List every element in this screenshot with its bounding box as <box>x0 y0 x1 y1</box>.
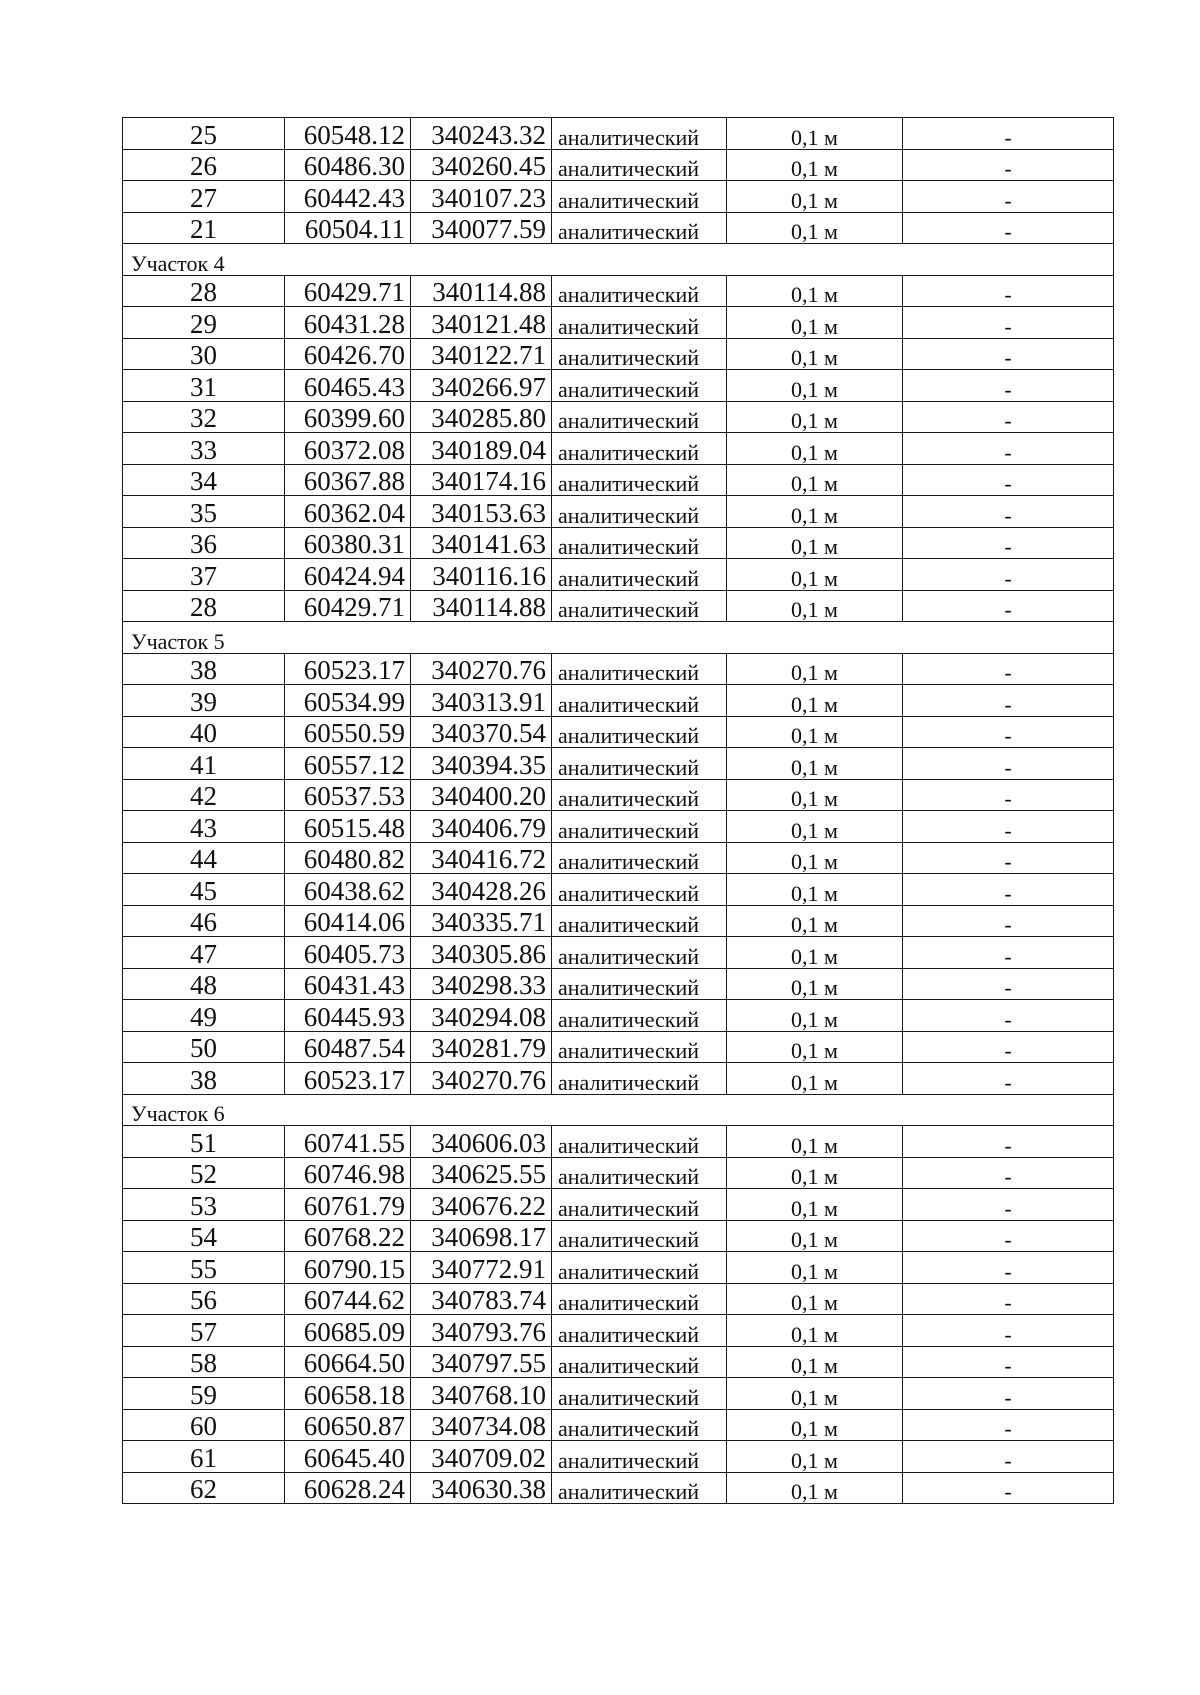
x-coordinate-cell: 60431.43 <box>285 968 411 1000</box>
accuracy-cell: 0,1 м <box>727 1220 903 1252</box>
point-number-cell: 59 <box>123 1378 285 1410</box>
method-cell: аналитический <box>552 149 727 181</box>
method-cell: аналитический <box>552 716 727 748</box>
point-number-cell: 50 <box>123 1031 285 1063</box>
method-cell: аналитический <box>552 1346 727 1378</box>
x-coordinate-cell: 60438.62 <box>285 874 411 906</box>
accuracy-cell: 0,1 м <box>727 307 903 339</box>
point-number-cell: 35 <box>123 496 285 528</box>
accuracy-cell: 0,1 м <box>727 433 903 465</box>
table-row <box>123 307 1114 339</box>
y-coordinate-cell: 340625.55 <box>411 1157 552 1189</box>
point-number-cell: 53 <box>123 1189 285 1221</box>
accuracy-cell: 0,1 м <box>727 1252 903 1284</box>
note-cell: - <box>903 1378 1114 1410</box>
point-number-cell: 58 <box>123 1346 285 1378</box>
x-coordinate-cell: 60429.71 <box>285 590 411 622</box>
section-label: Участок 4 <box>123 244 1114 276</box>
method-cell: аналитический <box>552 590 727 622</box>
point-number-cell: 49 <box>123 1000 285 1032</box>
y-coordinate-cell: 340243.32 <box>411 118 552 150</box>
y-coordinate-cell: 340266.97 <box>411 370 552 402</box>
coordinates-table <box>122 117 1114 1504</box>
y-coordinate-cell: 340313.91 <box>411 685 552 717</box>
method-cell: аналитический <box>552 1378 727 1410</box>
y-coordinate-cell: 340783.74 <box>411 1283 552 1315</box>
accuracy-cell: 0,1 м <box>727 1031 903 1063</box>
accuracy-cell: 0,1 м <box>727 937 903 969</box>
accuracy-cell: 0,1 м <box>727 1126 903 1158</box>
table-row <box>123 433 1114 465</box>
y-coordinate-cell: 340270.76 <box>411 653 552 685</box>
accuracy-cell: 0,1 м <box>727 1283 903 1315</box>
point-number-cell: 38 <box>123 1063 285 1095</box>
x-coordinate-cell: 60746.98 <box>285 1157 411 1189</box>
table-row <box>123 118 1114 150</box>
point-number-cell: 44 <box>123 842 285 874</box>
y-coordinate-cell: 340734.08 <box>411 1409 552 1441</box>
accuracy-cell: 0,1 м <box>727 1378 903 1410</box>
method-cell: аналитический <box>552 937 727 969</box>
method-cell: аналитический <box>552 1157 727 1189</box>
method-cell: аналитический <box>552 1031 727 1063</box>
y-coordinate-cell: 340709.02 <box>411 1441 552 1473</box>
point-number-cell: 30 <box>123 338 285 370</box>
note-cell: - <box>903 496 1114 528</box>
y-coordinate-cell: 340270.76 <box>411 1063 552 1095</box>
table-row <box>123 1189 1114 1221</box>
note-cell: - <box>903 748 1114 780</box>
point-number-cell: 55 <box>123 1252 285 1284</box>
note-cell: - <box>903 1220 1114 1252</box>
method-cell: аналитический <box>552 1189 727 1221</box>
method-cell: аналитический <box>552 685 727 717</box>
note-cell: - <box>903 842 1114 874</box>
x-coordinate-cell: 60480.82 <box>285 842 411 874</box>
accuracy-cell: 0,1 м <box>727 842 903 874</box>
point-number-cell: 28 <box>123 275 285 307</box>
method-cell: аналитический <box>552 1409 727 1441</box>
point-number-cell: 48 <box>123 968 285 1000</box>
accuracy-cell: 0,1 м <box>727 181 903 213</box>
x-coordinate-cell: 60664.50 <box>285 1346 411 1378</box>
method-cell: аналитический <box>552 1000 727 1032</box>
accuracy-cell: 0,1 м <box>727 716 903 748</box>
x-coordinate-cell: 60534.99 <box>285 685 411 717</box>
accuracy-cell: 0,1 м <box>727 212 903 244</box>
accuracy-cell: 0,1 м <box>727 1346 903 1378</box>
x-coordinate-cell: 60523.17 <box>285 653 411 685</box>
y-coordinate-cell: 340174.16 <box>411 464 552 496</box>
point-number-cell: 61 <box>123 1441 285 1473</box>
section-label: Участок 6 <box>123 1094 1114 1126</box>
note-cell: - <box>903 275 1114 307</box>
point-number-cell: 32 <box>123 401 285 433</box>
note-cell: - <box>903 149 1114 181</box>
note-cell: - <box>903 1346 1114 1378</box>
table-row <box>123 496 1114 528</box>
point-number-cell: 60 <box>123 1409 285 1441</box>
note-cell: - <box>903 968 1114 1000</box>
accuracy-cell: 0,1 м <box>727 1000 903 1032</box>
method-cell: аналитический <box>552 968 727 1000</box>
accuracy-cell: 0,1 м <box>727 590 903 622</box>
y-coordinate-cell: 340122.71 <box>411 338 552 370</box>
point-number-cell: 21 <box>123 212 285 244</box>
section-label: Участок 5 <box>123 622 1114 654</box>
x-coordinate-cell: 60515.48 <box>285 811 411 843</box>
x-coordinate-cell: 60548.12 <box>285 118 411 150</box>
x-coordinate-cell: 60362.04 <box>285 496 411 528</box>
x-coordinate-cell: 60405.73 <box>285 937 411 969</box>
method-cell: аналитический <box>552 874 727 906</box>
table-row <box>123 181 1114 213</box>
method-cell: аналитический <box>552 1252 727 1284</box>
y-coordinate-cell: 340189.04 <box>411 433 552 465</box>
method-cell: аналитический <box>552 905 727 937</box>
method-cell: аналитический <box>552 811 727 843</box>
note-cell: - <box>903 1409 1114 1441</box>
accuracy-cell: 0,1 м <box>727 748 903 780</box>
y-coordinate-cell: 340153.63 <box>411 496 552 528</box>
point-number-cell: 56 <box>123 1283 285 1315</box>
x-coordinate-cell: 60744.62 <box>285 1283 411 1315</box>
method-cell: аналитический <box>552 1283 727 1315</box>
note-cell: - <box>903 559 1114 591</box>
accuracy-cell: 0,1 м <box>727 149 903 181</box>
x-coordinate-cell: 60658.18 <box>285 1378 411 1410</box>
accuracy-cell: 0,1 м <box>727 1441 903 1473</box>
note-cell: - <box>903 401 1114 433</box>
section-row <box>123 244 1114 276</box>
table-row <box>123 937 1114 969</box>
table-row <box>123 779 1114 811</box>
point-number-cell: 51 <box>123 1126 285 1158</box>
accuracy-cell: 0,1 м <box>727 401 903 433</box>
x-coordinate-cell: 60426.70 <box>285 338 411 370</box>
accuracy-cell: 0,1 м <box>727 1409 903 1441</box>
y-coordinate-cell: 340285.80 <box>411 401 552 433</box>
method-cell: аналитический <box>552 496 727 528</box>
table-row <box>123 874 1114 906</box>
method-cell: аналитический <box>552 307 727 339</box>
table-row <box>123 1063 1114 1095</box>
y-coordinate-cell: 340797.55 <box>411 1346 552 1378</box>
note-cell: - <box>903 905 1114 937</box>
table-row <box>123 1472 1114 1504</box>
x-coordinate-cell: 60486.30 <box>285 149 411 181</box>
y-coordinate-cell: 340114.88 <box>411 590 552 622</box>
note-cell: - <box>903 811 1114 843</box>
note-cell: - <box>903 1031 1114 1063</box>
table-row <box>123 1409 1114 1441</box>
point-number-cell: 57 <box>123 1315 285 1347</box>
accuracy-cell: 0,1 м <box>727 496 903 528</box>
y-coordinate-cell: 340606.03 <box>411 1126 552 1158</box>
method-cell: аналитический <box>552 559 727 591</box>
y-coordinate-cell: 340121.48 <box>411 307 552 339</box>
method-cell: аналитический <box>552 118 727 150</box>
table-row <box>123 338 1114 370</box>
note-cell: - <box>903 1283 1114 1315</box>
table-row <box>123 559 1114 591</box>
table-row <box>123 1378 1114 1410</box>
y-coordinate-cell: 340141.63 <box>411 527 552 559</box>
x-coordinate-cell: 60537.53 <box>285 779 411 811</box>
x-coordinate-cell: 60414.06 <box>285 905 411 937</box>
y-coordinate-cell: 340793.76 <box>411 1315 552 1347</box>
point-number-cell: 52 <box>123 1157 285 1189</box>
table-row <box>123 811 1114 843</box>
accuracy-cell: 0,1 м <box>727 275 903 307</box>
y-coordinate-cell: 340335.71 <box>411 905 552 937</box>
x-coordinate-cell: 60372.08 <box>285 433 411 465</box>
y-coordinate-cell: 340260.45 <box>411 149 552 181</box>
y-coordinate-cell: 340294.08 <box>411 1000 552 1032</box>
table-row <box>123 149 1114 181</box>
table-row <box>123 370 1114 402</box>
x-coordinate-cell: 60523.17 <box>285 1063 411 1095</box>
method-cell: аналитический <box>552 1220 727 1252</box>
y-coordinate-cell: 340298.33 <box>411 968 552 1000</box>
y-coordinate-cell: 340416.72 <box>411 842 552 874</box>
table-row <box>123 1000 1114 1032</box>
x-coordinate-cell: 60768.22 <box>285 1220 411 1252</box>
note-cell: - <box>903 1315 1114 1347</box>
method-cell: аналитический <box>552 1063 727 1095</box>
table-row <box>123 905 1114 937</box>
table-row <box>123 1315 1114 1347</box>
y-coordinate-cell: 340281.79 <box>411 1031 552 1063</box>
table-row <box>123 401 1114 433</box>
y-coordinate-cell: 340107.23 <box>411 181 552 213</box>
method-cell: аналитический <box>552 433 727 465</box>
x-coordinate-cell: 60399.60 <box>285 401 411 433</box>
point-number-cell: 25 <box>123 118 285 150</box>
method-cell: аналитический <box>552 653 727 685</box>
accuracy-cell: 0,1 м <box>727 874 903 906</box>
table-row <box>123 464 1114 496</box>
point-number-cell: 39 <box>123 685 285 717</box>
method-cell: аналитический <box>552 370 727 402</box>
x-coordinate-cell: 60442.43 <box>285 181 411 213</box>
note-cell: - <box>903 1472 1114 1504</box>
accuracy-cell: 0,1 м <box>727 338 903 370</box>
x-coordinate-cell: 60557.12 <box>285 748 411 780</box>
point-number-cell: 54 <box>123 1220 285 1252</box>
note-cell: - <box>903 181 1114 213</box>
accuracy-cell: 0,1 м <box>727 1157 903 1189</box>
point-number-cell: 29 <box>123 307 285 339</box>
x-coordinate-cell: 60445.93 <box>285 1000 411 1032</box>
y-coordinate-cell: 340400.20 <box>411 779 552 811</box>
y-coordinate-cell: 340768.10 <box>411 1378 552 1410</box>
table-row <box>123 716 1114 748</box>
x-coordinate-cell: 60429.71 <box>285 275 411 307</box>
point-number-cell: 26 <box>123 149 285 181</box>
accuracy-cell: 0,1 м <box>727 1063 903 1095</box>
note-cell: - <box>903 590 1114 622</box>
x-coordinate-cell: 60790.15 <box>285 1252 411 1284</box>
note-cell: - <box>903 464 1114 496</box>
note-cell: - <box>903 779 1114 811</box>
accuracy-cell: 0,1 м <box>727 779 903 811</box>
table-row <box>123 1441 1114 1473</box>
section-row <box>123 622 1114 654</box>
method-cell: аналитический <box>552 779 727 811</box>
x-coordinate-cell: 60431.28 <box>285 307 411 339</box>
x-coordinate-cell: 60465.43 <box>285 370 411 402</box>
y-coordinate-cell: 340370.54 <box>411 716 552 748</box>
note-cell: - <box>903 527 1114 559</box>
note-cell: - <box>903 874 1114 906</box>
note-cell: - <box>903 118 1114 150</box>
accuracy-cell: 0,1 м <box>727 905 903 937</box>
table-row <box>123 1283 1114 1315</box>
point-number-cell: 43 <box>123 811 285 843</box>
x-coordinate-cell: 60504.11 <box>285 212 411 244</box>
note-cell: - <box>903 1126 1114 1158</box>
y-coordinate-cell: 340698.17 <box>411 1220 552 1252</box>
method-cell: аналитический <box>552 1472 727 1504</box>
y-coordinate-cell: 340676.22 <box>411 1189 552 1221</box>
note-cell: - <box>903 653 1114 685</box>
note-cell: - <box>903 1000 1114 1032</box>
point-number-cell: 36 <box>123 527 285 559</box>
section-row <box>123 1094 1114 1126</box>
table-row <box>123 842 1114 874</box>
table-row <box>123 653 1114 685</box>
accuracy-cell: 0,1 м <box>727 653 903 685</box>
point-number-cell: 42 <box>123 779 285 811</box>
point-number-cell: 33 <box>123 433 285 465</box>
table-row <box>123 275 1114 307</box>
method-cell: аналитический <box>552 527 727 559</box>
accuracy-cell: 0,1 м <box>727 527 903 559</box>
coordinates-table-body <box>123 118 1114 1504</box>
y-coordinate-cell: 340394.35 <box>411 748 552 780</box>
x-coordinate-cell: 60487.54 <box>285 1031 411 1063</box>
table-row <box>123 968 1114 1000</box>
note-cell: - <box>903 212 1114 244</box>
table-row <box>123 1157 1114 1189</box>
point-number-cell: 62 <box>123 1472 285 1504</box>
accuracy-cell: 0,1 м <box>727 968 903 1000</box>
method-cell: аналитический <box>552 181 727 213</box>
note-cell: - <box>903 433 1114 465</box>
table-row <box>123 1031 1114 1063</box>
x-coordinate-cell: 60685.09 <box>285 1315 411 1347</box>
method-cell: аналитический <box>552 1441 727 1473</box>
table-row <box>123 1220 1114 1252</box>
method-cell: аналитический <box>552 338 727 370</box>
point-number-cell: 47 <box>123 937 285 969</box>
table-row <box>123 1252 1114 1284</box>
y-coordinate-cell: 340630.38 <box>411 1472 552 1504</box>
table-row <box>123 748 1114 780</box>
note-cell: - <box>903 1189 1114 1221</box>
method-cell: аналитический <box>552 464 727 496</box>
table-row <box>123 685 1114 717</box>
accuracy-cell: 0,1 м <box>727 685 903 717</box>
method-cell: аналитический <box>552 842 727 874</box>
accuracy-cell: 0,1 м <box>727 118 903 150</box>
table-row <box>123 590 1114 622</box>
note-cell: - <box>903 1252 1114 1284</box>
note-cell: - <box>903 370 1114 402</box>
point-number-cell: 46 <box>123 905 285 937</box>
accuracy-cell: 0,1 м <box>727 1189 903 1221</box>
accuracy-cell: 0,1 м <box>727 1315 903 1347</box>
table-row <box>123 1346 1114 1378</box>
x-coordinate-cell: 60367.88 <box>285 464 411 496</box>
point-number-cell: 34 <box>123 464 285 496</box>
y-coordinate-cell: 340116.16 <box>411 559 552 591</box>
x-coordinate-cell: 60380.31 <box>285 527 411 559</box>
point-number-cell: 45 <box>123 874 285 906</box>
table-row <box>123 527 1114 559</box>
method-cell: аналитический <box>552 1126 727 1158</box>
accuracy-cell: 0,1 м <box>727 1472 903 1504</box>
method-cell: аналитический <box>552 212 727 244</box>
y-coordinate-cell: 340406.79 <box>411 811 552 843</box>
method-cell: аналитический <box>552 275 727 307</box>
x-coordinate-cell: 60650.87 <box>285 1409 411 1441</box>
x-coordinate-cell: 60645.40 <box>285 1441 411 1473</box>
method-cell: аналитический <box>552 1315 727 1347</box>
accuracy-cell: 0,1 м <box>727 559 903 591</box>
method-cell: аналитический <box>552 401 727 433</box>
point-number-cell: 38 <box>123 653 285 685</box>
note-cell: - <box>903 1157 1114 1189</box>
accuracy-cell: 0,1 м <box>727 464 903 496</box>
y-coordinate-cell: 340077.59 <box>411 212 552 244</box>
point-number-cell: 28 <box>123 590 285 622</box>
point-number-cell: 31 <box>123 370 285 402</box>
y-coordinate-cell: 340114.88 <box>411 275 552 307</box>
note-cell: - <box>903 716 1114 748</box>
x-coordinate-cell: 60550.59 <box>285 716 411 748</box>
point-number-cell: 37 <box>123 559 285 591</box>
point-number-cell: 41 <box>123 748 285 780</box>
y-coordinate-cell: 340305.86 <box>411 937 552 969</box>
x-coordinate-cell: 60761.79 <box>285 1189 411 1221</box>
note-cell: - <box>903 937 1114 969</box>
note-cell: - <box>903 685 1114 717</box>
accuracy-cell: 0,1 м <box>727 811 903 843</box>
x-coordinate-cell: 60424.94 <box>285 559 411 591</box>
x-coordinate-cell: 60628.24 <box>285 1472 411 1504</box>
table-row <box>123 212 1114 244</box>
accuracy-cell: 0,1 м <box>727 370 903 402</box>
point-number-cell: 27 <box>123 181 285 213</box>
note-cell: - <box>903 1063 1114 1095</box>
table-row <box>123 1126 1114 1158</box>
note-cell: - <box>903 338 1114 370</box>
method-cell: аналитический <box>552 748 727 780</box>
point-number-cell: 40 <box>123 716 285 748</box>
y-coordinate-cell: 340428.26 <box>411 874 552 906</box>
note-cell: - <box>903 1441 1114 1473</box>
note-cell: - <box>903 307 1114 339</box>
y-coordinate-cell: 340772.91 <box>411 1252 552 1284</box>
x-coordinate-cell: 60741.55 <box>285 1126 411 1158</box>
